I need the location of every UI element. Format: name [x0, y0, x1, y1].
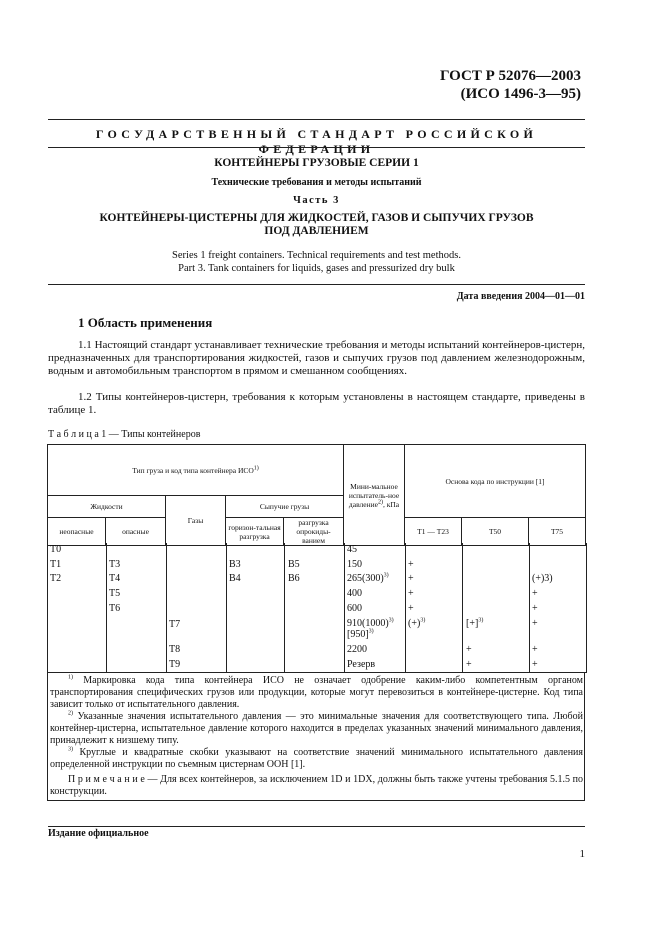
table-cell: + [532, 659, 538, 670]
table-cell: В5 [288, 559, 300, 570]
header-nonhazardous: неопасные [48, 518, 106, 546]
table-cell: Т6 [109, 603, 121, 614]
table-cell: (+)3) [532, 573, 553, 584]
container-types-table-header [47, 444, 586, 546]
table-caption: Т а б л и ц а 1 — Типы контейнеров [48, 429, 201, 440]
header-code-basis: Основа кода по инструкции [1] [405, 445, 586, 518]
table-cell: Т5 [109, 588, 121, 599]
container-types-table-body [47, 543, 587, 673]
title-rule [48, 284, 585, 285]
header-liquids: Жидкости [48, 496, 166, 518]
table-cell: 45 [347, 544, 357, 555]
country-heading: ГОСУДАРСТВЕННЫЙ СТАНДАРТ РОССИЙСКОЙ ФЕДЕРАЦИИ [95, 127, 538, 156]
col-divider [344, 543, 345, 672]
header-dry-bulk: Сыпучие грузы [226, 496, 344, 518]
section-heading: 1 Область применения [78, 315, 213, 330]
intro-date: Дата введения 2004—01—01 [456, 291, 585, 302]
table-cell: + [532, 644, 538, 655]
table-cell: + [466, 644, 472, 655]
table-remark: П р и м е ч а н и е — Для всех контейнеров, за исключением 1D и 1DX, должны быть также учтены требования 5.1.5 по конструкции. [50, 774, 583, 797]
second-rule [48, 147, 585, 148]
standard-number: ГОСТ Р 52076—2003 [439, 68, 581, 84]
edition-label: Издание официальное [48, 828, 149, 839]
col-divider [106, 543, 107, 672]
table-cell: $265(300)^{3)}$ [347, 572, 389, 584]
col-divider [529, 543, 530, 672]
table-cell: + [532, 588, 538, 599]
table-cell: Т7 [169, 619, 181, 630]
table-cell: 150 [347, 559, 362, 570]
col-divider [462, 543, 463, 672]
part-title-line1: КОНТЕЙНЕРЫ-ЦИСТЕРНЫ ДЛЯ ЖИДКОСТЕЙ, ГАЗОВ И СЫПУЧИХ ГРУЗОВ [99, 212, 534, 224]
table-cell: В3 [229, 559, 241, 570]
table-cell: + [466, 659, 472, 670]
table-footnotes [47, 672, 585, 801]
header-t75: Т75 [529, 518, 586, 546]
english-title-line1: Series 1 freight containers. Technical requirements and test methods. [172, 250, 461, 261]
table-cell: Т9 [169, 659, 181, 670]
table-cell: $910(1000)^{3)}$ [347, 617, 394, 629]
header-min-pressure: Мини-мальное испытатель-ное давление$^{2)}$, кПа [344, 445, 405, 546]
table-cell: $[+]^{3)}$ [466, 617, 484, 629]
table-cell: Т2 [50, 573, 62, 584]
footer-rule [48, 826, 585, 827]
part-title-line2: ПОД ДАВЛЕНИЕМ [264, 225, 369, 237]
table-cell: Т3 [109, 559, 121, 570]
header-tipping-discharge: разгрузка опрокиды-ванием [284, 518, 344, 546]
table-cell: + [532, 618, 538, 629]
header-gases: Газы [166, 496, 226, 546]
page-number: 1 [579, 848, 585, 860]
col-divider [226, 543, 227, 672]
doc-subtitle: Технические требования и методы испытаний [211, 177, 422, 188]
col-divider [166, 543, 167, 672]
table-cell: Т4 [109, 573, 121, 584]
footnote-3: $^{3)}$ Круглые и квадратные скобки указывают на соответствие значений минимального испытательного давления определенной инструкции по съемным цистернам ООН [1]. [50, 746, 583, 770]
table-cell: 600 [347, 603, 362, 614]
iso-number: (ИСО 1496-3—95) [460, 86, 581, 102]
paragraph-1-2: 1.2 Типы контейнеров-цистерн, требования к которым установлены в настоящем стандарте, приведены в таблице 1. [48, 391, 585, 416]
header-t50: Т50 [462, 518, 529, 546]
table-cell: + [532, 603, 538, 614]
col-divider [405, 543, 406, 672]
table-cell: + [408, 559, 414, 570]
table-cell: Т0 [50, 544, 62, 555]
header-horizontal-discharge: горизон-тальная разгрузка [226, 518, 284, 546]
table-cell: $(+)^{3)}$ [408, 617, 426, 629]
table-cell: + [408, 573, 414, 584]
table-cell: Т1 [50, 559, 62, 570]
header-cargo-type: Тип груза и код типа контейнера ИСО$^{1)}$ [48, 445, 344, 496]
doc-title: КОНТЕЙНЕРЫ ГРУЗОВЫЕ СЕРИИ 1 [214, 157, 419, 169]
table-cell: 400 [347, 588, 362, 599]
table-cell: В4 [229, 573, 241, 584]
table-cell: В6 [288, 573, 300, 584]
table-cell: + [408, 588, 414, 599]
part-number: Часть 3 [293, 195, 340, 206]
paragraph-1-1: 1.1 Настоящий стандарт устанавливает технические требования и методы испытаний контейнеров-цистерн, предназначенных для транспортирования жидкостей, газов и сыпучих грузов под давлением железнодорожным, водным и автомобильным транспортом в прямом и смешанном сообщениях. [48, 339, 585, 377]
header-hazardous: опасные [106, 518, 166, 546]
header-t1-t23: Т1 — Т23 [405, 518, 462, 546]
table-cell: Т8 [169, 644, 181, 655]
table-cell: Резерв [347, 659, 376, 670]
english-title-line2: Part 3. Tank containers for liquids, gases and pressurized dry bulk [178, 263, 455, 274]
footnote-2: $^{2)}$ Указанные значения испытательного давления — это минимальные значения для соответствующего типа. Любой контейнер-цистерна, испытательное давление которого находится в пределах указанных значений минимального давления, принадлежит к низшему типу. [50, 710, 583, 746]
table-cell: 2200 [347, 644, 367, 655]
col-divider [284, 543, 285, 672]
top-rule [48, 119, 585, 120]
table-cell: $[950]^{3)}$ [347, 628, 374, 640]
footnote-1: $^{1)}$ Маркировка кода типа контейнера ИСО не означает одобрение каким-либо компетентным органом транспортирования специфических грузов или продукции, которые могут перевозиться в контейнере-цистерне. Код типа зависит только от испытательного давления. [50, 674, 584, 710]
table-cell: + [408, 603, 414, 614]
